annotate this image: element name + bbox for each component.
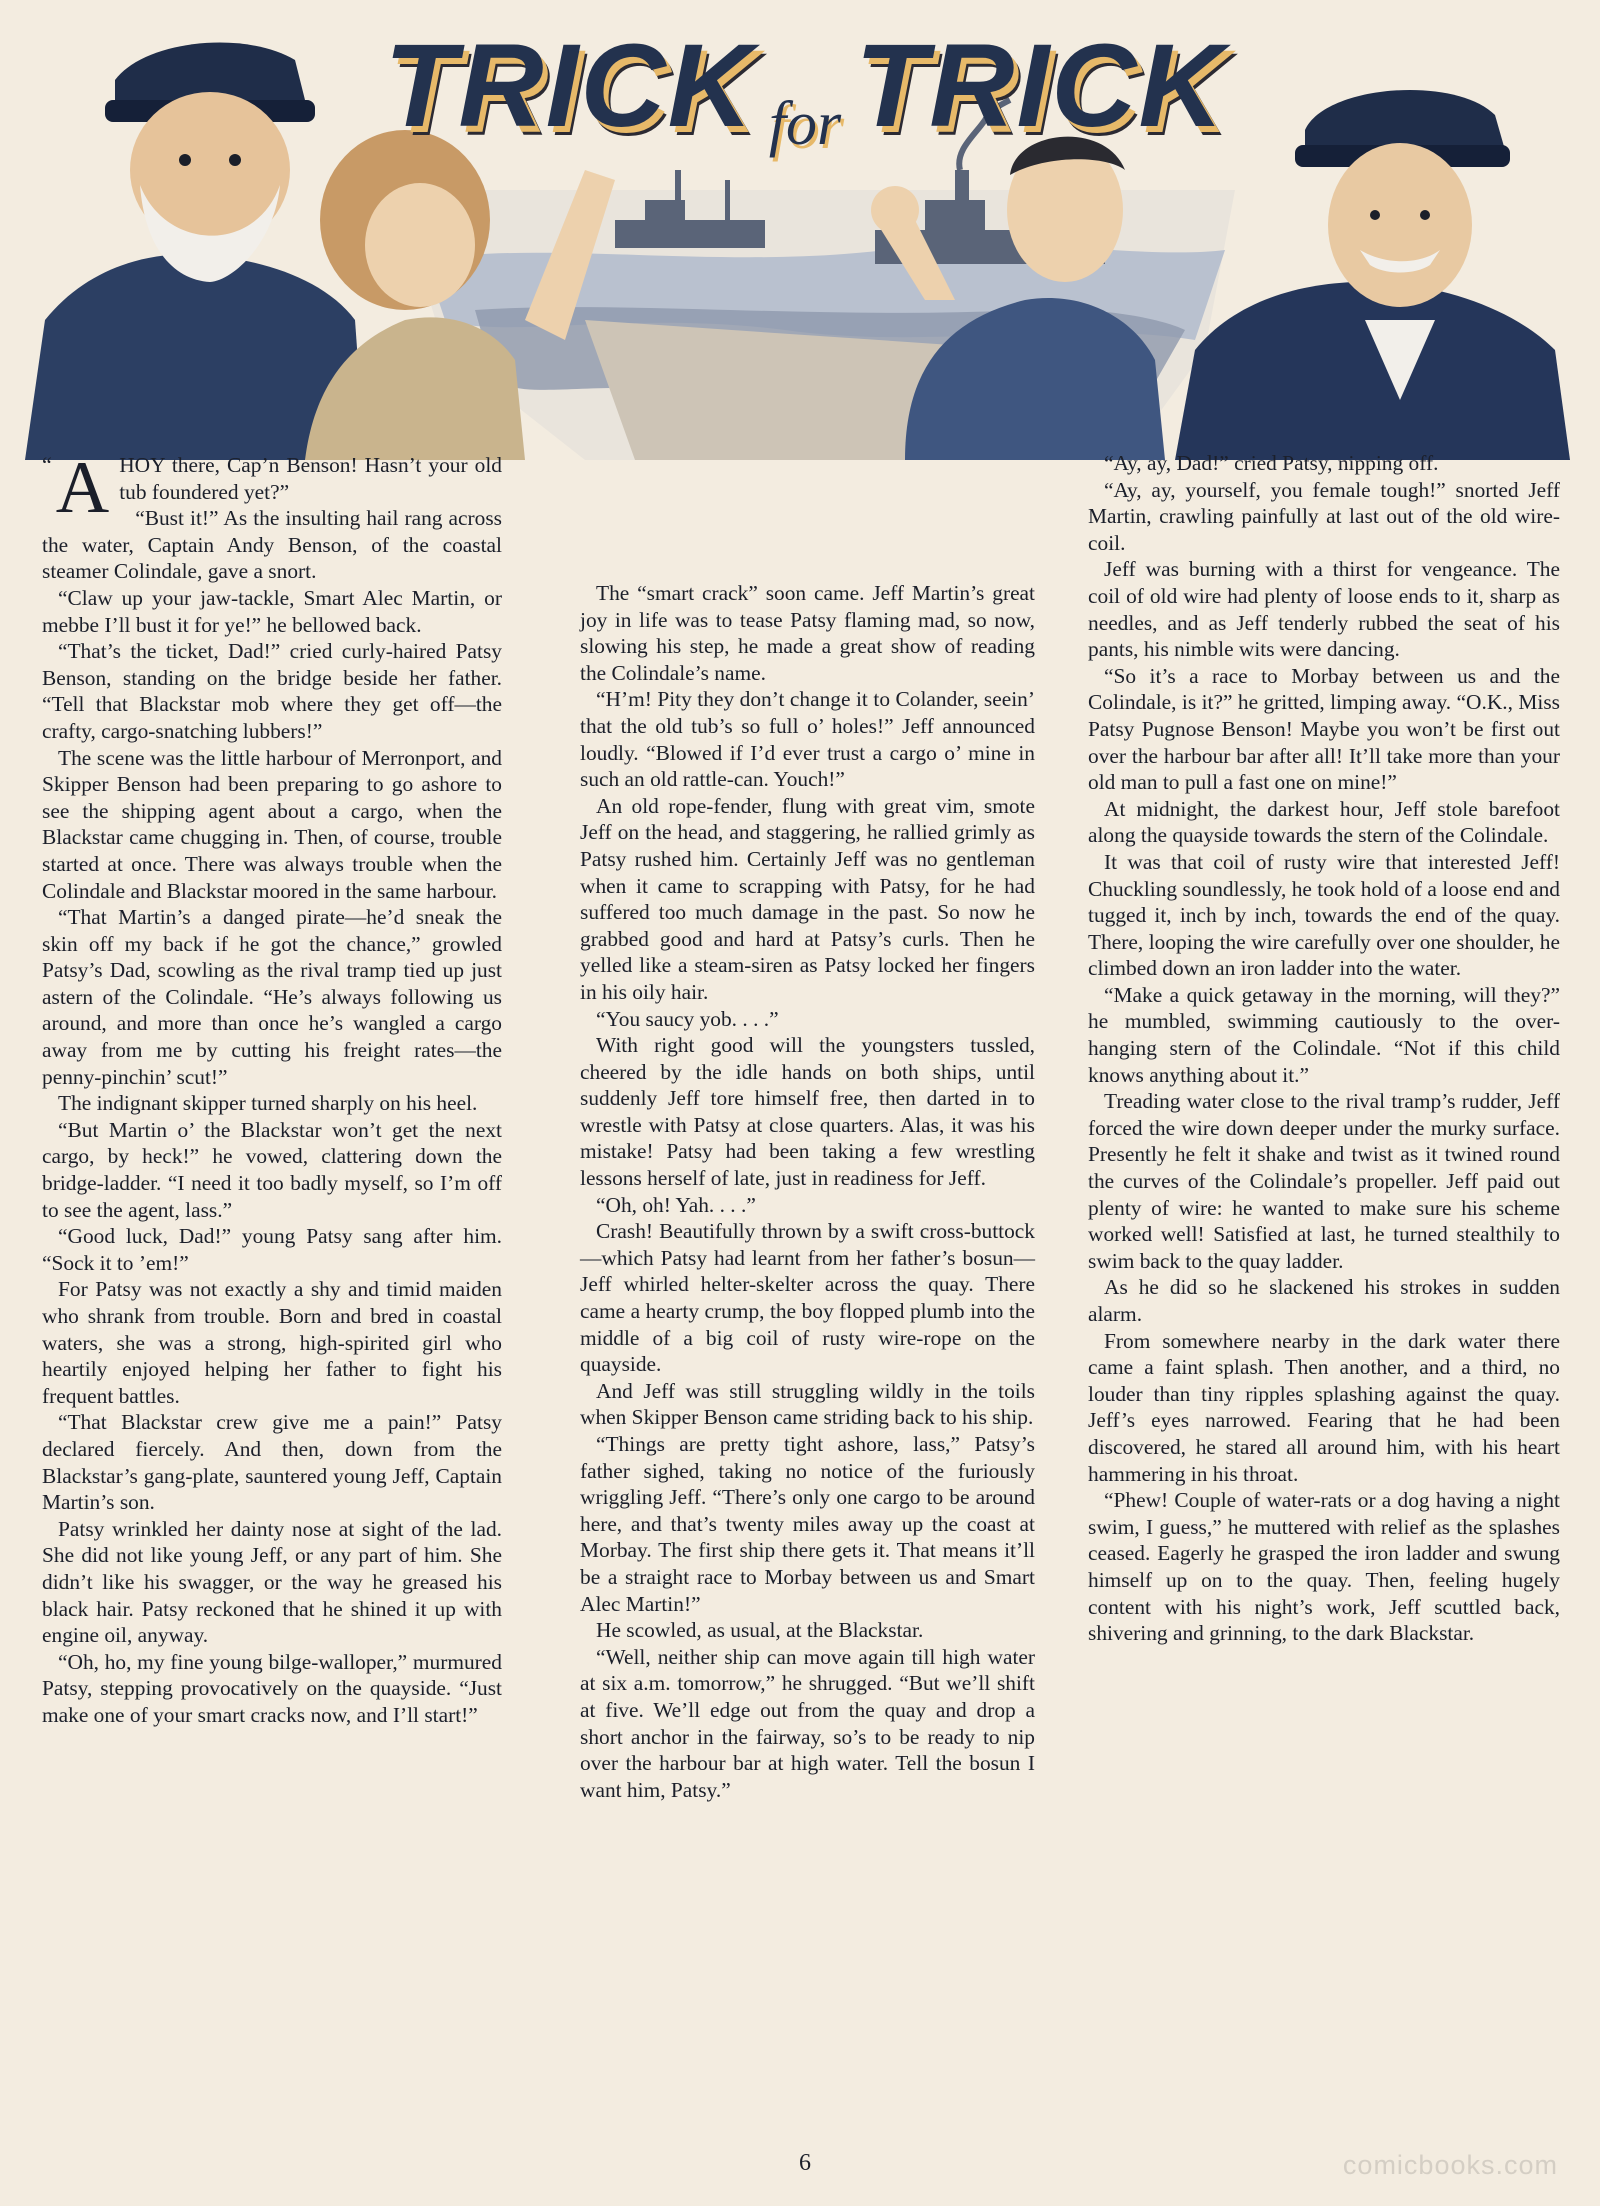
article-paragraph: “So it’s a race to Morbay between us and the Colindale, is it?” he gritted, limping away. “O.K., Miss Patsy Pugnose Benson! Maybe you won’t be first out over the harbour bar after all! It’ll take more than your old man to pull a fast one on mine!” xyxy=(1088,663,1560,795)
article-paragraph: “Ay, ay, yourself, you female tough!” snorted Jeff Martin, crawling painfully at last out of the old wire-coil. xyxy=(1088,477,1560,555)
article-paragraph: “You saucy yob. . . .” xyxy=(596,1006,779,1031)
article-paragraph: From somewhere nearby in the dark water there came a faint splash. Then another, and a third, no louder than tiny ripples splashing against the quay. Jeff’s eyes narrowed. Fearing that he had been discovered, he stared all around him, with his heart hammering in his throat. xyxy=(1088,1328,1560,1486)
title-word-2: for xyxy=(768,90,842,158)
article-paragraph: “ A HOY there, Cap’n Benson! Hasn’t your old tub foundered yet?” xyxy=(42,447,502,529)
article-paragraph: “That Martin’s a danged pirate—he’d sneak the skin off my back if he got the chance,” growled Patsy’s Dad, scowling as the rival tramp tied up just astern of the Colindale. “He’s always following us around, and more than once he’s wangled a cargo away from me by cutting his freight rates—the penny-pinchin’ scut!” xyxy=(42,905,502,1089)
article-paragraph: Jeff was burning with a thirst for vengeance. The coil of old wire had plenty of loose ends to it, sharp as needles, and as Jeff tenderly rubbed the seat of his pants, his nimble wits were dancing. xyxy=(1088,557,1560,662)
article-column-left xyxy=(42,447,502,1729)
article-paragraph: And Jeff was still struggling wildly in the toils when Skipper Benson came striding back to his ship. xyxy=(580,1378,1035,1430)
article-column-right xyxy=(1088,450,1560,1647)
watermark: comicbooks.com xyxy=(1342,2150,1558,2180)
article-paragraph: “Make a quick getaway in the morning, will they?” he mumbled, swimming cautiously to the over-hanging stern of the Colindale. “Not if this child knows anything about it.” xyxy=(1088,982,1560,1087)
captain-benson-figure xyxy=(25,43,365,460)
article-paragraph: “That Blackstar crew give me a pain!” Patsy declared fiercely. And then, down from the Blackstar’s gang-plate, sauntered young Jeff, Captain Martin’s son. xyxy=(42,1410,502,1515)
article-paragraph: “That’s the ticket, Dad!” cried curly-haired Patsy Benson, standing on the bridge beside her father. “Tell that Blackstar mob where they get off—the crafty, cargo-snatching lubbers!” xyxy=(42,639,502,743)
article-paragraph: “Oh, ho, my fine young bilge-walloper,” murmured Patsy, stepping provocatively on the quayside. “Just make one of your smart cracks now, and I’ll start!” xyxy=(42,1649,502,1727)
article-paragraph: The scene was the little harbour of Merronport, and Skipper Benson had been preparing to go ashore to see the shipping agent about a cargo, when the Blackstar came chugging in. Then, of course, trouble started at once. There was always trouble when the Colindale and Blackstar moored in the same harbour. xyxy=(42,745,502,903)
article-paragraph: Crash! Beautifully thrown by a swift cross-buttock—which Patsy had learnt from her father’s bosun—Jeff whirled helter-skelter across the quay. There came a hearty crump, the boy flopped plumb into the middle of a big coil of rusty wire-rope on the quayside. xyxy=(580,1219,1035,1377)
article-column-middle xyxy=(580,580,1035,1803)
article-paragraph: “H’m! Pity they don’t change it to Colander, seein’ that the old tub’s so full o’ holes!” Jeff announced loudly. “Blowed if I’d ever trust a cargo o’ mine in such an old rattle-can. Youch!” xyxy=(580,687,1035,792)
article-paragraph: “Oh, oh! Yah. . . .” xyxy=(596,1192,756,1217)
article-paragraph: He scowled, as usual, at the Blackstar. xyxy=(596,1618,924,1643)
article-paragraph: “But Martin o’ the Blackstar won’t get the next cargo, by heck!” he vowed, clattering down the bridge-ladder. “I need it too badly myself, so I’m off to see the agent, lass.” xyxy=(42,1117,502,1222)
article-paragraph: An old rope-fender, flung with great vim, smote Jeff on the head, and staggering, he rallied grimly as Patsy rushed him. Certainly Jeff was no gentleman when it came to scrapping with Patsy, for he had suffered too much damage in the past. So now he grabbed good and hard at Patsy’s curls. Then he yelled like a steam-siren as Patsy locked her fingers in his oily hair. xyxy=(580,793,1035,1004)
article-paragraph: “Things are pretty tight ashore, lass,” Patsy’s father sighed, taking no notice of the furiously wriggling Jeff. “There’s only one cargo to be around here, and that’s twenty miles away up the coast at Morbay. The first ship there gets it. That means it’ll be a straight race to Morbay between us and Smart Alec Martin!” xyxy=(580,1432,1035,1616)
article-paragraph: The indignant skipper turned sharply on his heel. xyxy=(58,1091,478,1116)
story-title xyxy=(375,18,1235,168)
article-paragraph: “Phew! Couple of water-rats or a dog having a night swim, I guess,” he muttered with relief as the splashes ceased. Eagerly he grasped the iron ladder and swung himself up on to the quay. Then, feeling hugely content with his night’s work, Jeff scuttled back, shivering and grinning, to the dark Blackstar. xyxy=(1088,1488,1560,1646)
drop-cap: A xyxy=(55,447,110,529)
article-paragraph: The “smart crack” soon came. Jeff Martin’s great joy in life was to tease Patsy flaming mad, so now, slowing his step, he made a great show of reading the Colindale’s name. xyxy=(580,581,1035,685)
title-word-1: TRICK xyxy=(384,20,755,152)
article-paragraph: “Claw up your jaw-tackle, Smart Alec Martin, or mebbe I’ll bust it for ye!” he bellowed back. xyxy=(42,585,502,637)
page-number: 6 xyxy=(799,2150,811,2176)
article-paragraph: “Good luck, Dad!” young Patsy sang after him. “Sock it to ’em!” xyxy=(42,1224,502,1275)
article-paragraph: It was that coil of rusty wire that interested Jeff! Chuckling soundlessly, he took hold of a loose end and tugged it, inch by inch, towards the end of the quay. There, looping the wire carefully over one shoulder, he climbed down an iron ladder into the water. xyxy=(1088,849,1560,981)
title-word-3: TRICK xyxy=(855,20,1226,152)
opening-quote-mark: “ xyxy=(42,452,52,477)
article-paragraph: “Bust it!” As the insulting hail rang across the water, Captain Andy Benson, of the coastal steamer Colindale, gave a snort. xyxy=(42,506,502,584)
article-paragraph: “Ay, ay, Dad!” cried Patsy, nipping off. xyxy=(1104,451,1439,475)
article-paragraph: Patsy wrinkled her dainty nose at sight of the lad. She did not like young Jeff, or any part of him. She didn’t like his swagger, or the way he greased his black hair. Patsy reckoned that he shined it up with engine oil, anyway. xyxy=(42,1516,502,1648)
article-paragraph: For Patsy was not exactly a shy and timid maiden who shrank from trouble. Born and bred in coastal waters, she was a strong, high-spirited girl who heartily enjoyed helping her father to fight his frequent battles. xyxy=(42,1277,502,1408)
article-paragraph: Treading water close to the rival tramp’s rudder, Jeff forced the wire down deeper under the murky surface. Presently he felt it shake and twist as it twined round the curves of the Colindale’s propeller. Jeff paid out plenty of wire: he wanted to make sure his scheme worked well! Satisfied at last, he turned stealthily to swim back to the quay ladder. xyxy=(1088,1089,1560,1273)
article-paragraph: At midnight, the darkest hour, Jeff stole barefoot along the quayside towards the stern of the Colindale. xyxy=(1088,796,1560,848)
article-paragraph: “Well, neither ship can move again till high water at six a.m. tomorrow,” he shrugged. “But we’ll shift at five. We’ll edge out from the quay and drop a short anchor in the fairway, so’s to be ready to nip over the harbour bar at high water. Tell the bosun I want him, Patsy.” xyxy=(580,1644,1035,1802)
article-paragraph: With right good will the youngsters tussled, cheered by the idle hands on both ships, until suddenly Jeff tore himself free, then darted in to wrestle with Patsy at close quarters. Alas, it was his mistake! Patsy had been taking a few wrestling lessons herself of late, just in readiness for Jeff. xyxy=(580,1033,1035,1191)
article-paragraph: As he did so he slackened his strokes in sudden alarm. xyxy=(1088,1275,1560,1326)
